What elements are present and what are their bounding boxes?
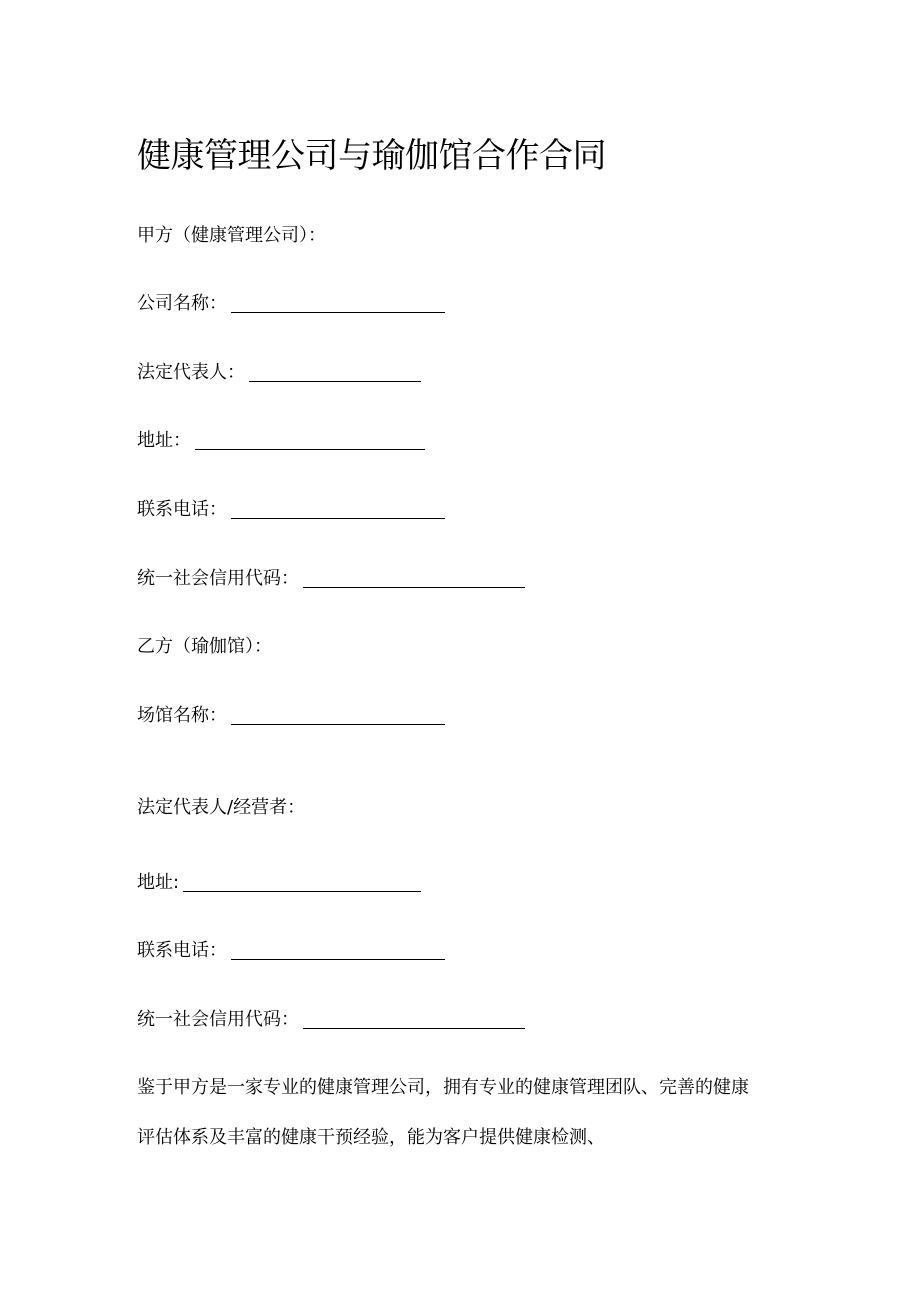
party-b-address-row bbox=[137, 870, 421, 896]
party-a-legal-rep-row bbox=[137, 360, 421, 386]
party-a-legal-rep-label: 法定代表人： bbox=[137, 362, 245, 383]
party-a-heading-text: 甲方（健康管理公司）： bbox=[137, 225, 326, 246]
party-a-address-row bbox=[137, 428, 425, 454]
party-b-heading bbox=[137, 634, 272, 660]
party-a-company-name-row bbox=[137, 291, 445, 317]
party-b-credit-code-field[interactable] bbox=[303, 1010, 525, 1029]
party-a-address-label: 地址： bbox=[137, 430, 191, 451]
party-b-legal-rep-row bbox=[137, 795, 305, 821]
party-b-venue-name-field[interactable] bbox=[231, 706, 445, 725]
party-b-credit-code-label: 统一社会信用代码： bbox=[137, 1009, 299, 1030]
party-b-phone-row bbox=[137, 938, 445, 964]
party-a-phone-label: 联系电话： bbox=[137, 499, 227, 520]
document-title: 健康管理公司与瑜伽馆合作合同 bbox=[137, 136, 606, 176]
party-a-phone-row bbox=[137, 497, 445, 523]
preamble-line-1: 鉴于甲方是一家专业的健康管理公司，拥有专业的健康管理团队、完善的健康 bbox=[137, 1077, 749, 1098]
party-a-company-name-field[interactable] bbox=[231, 294, 445, 313]
party-b-phone-field[interactable] bbox=[231, 941, 445, 960]
party-b-heading-text: 乙方（瑜伽馆）： bbox=[137, 636, 272, 657]
party-b-credit-code-row bbox=[137, 1007, 525, 1033]
party-a-credit-code-row bbox=[137, 566, 525, 592]
party-b-address-field[interactable] bbox=[183, 873, 421, 892]
party-a-legal-rep-field[interactable] bbox=[249, 363, 421, 382]
party-b-address-label: 地址: bbox=[137, 872, 180, 893]
party-a-company-name-label: 公司名称： bbox=[137, 293, 227, 314]
party-a-address-field[interactable] bbox=[195, 431, 425, 450]
party-a-credit-code-field[interactable] bbox=[303, 569, 525, 588]
party-a-credit-code-label: 统一社会信用代码： bbox=[137, 568, 299, 589]
party-b-phone-label: 联系电话： bbox=[137, 940, 227, 961]
party-b-venue-name-row bbox=[137, 703, 445, 729]
party-a-heading bbox=[137, 223, 326, 249]
party-b-legal-rep-label: 法定代表人/经营者： bbox=[137, 797, 306, 818]
preamble-line-2: 评估体系及丰富的健康干预经验，能为客户提供健康检测、 bbox=[137, 1127, 605, 1148]
party-b-venue-name-label: 场馆名称： bbox=[137, 705, 227, 726]
party-a-phone-field[interactable] bbox=[231, 500, 445, 519]
